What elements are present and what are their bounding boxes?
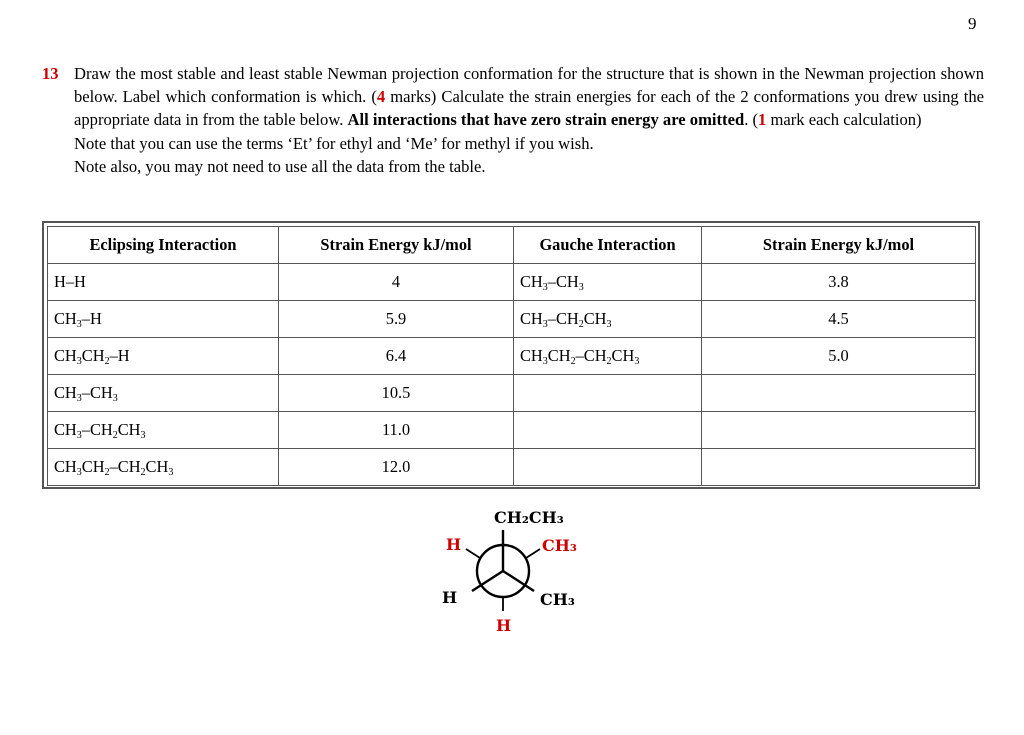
eclipse-energy-cell: 12.0 <box>279 449 514 486</box>
gauche-interaction-cell: $CH_3-CH_2CH_3$ <box>514 301 702 338</box>
eclipse-interaction-cell: H–H <box>48 264 279 301</box>
gauche-interaction-cell: $CH_3CH_2-CH_2CH_3$ <box>514 338 702 375</box>
eclipse-interaction-cell: $CH_3-H$ <box>48 301 279 338</box>
eclipse-energy-cell: 5.9 <box>279 301 514 338</box>
back-top-left-label: H <box>446 535 462 554</box>
eclipse-interaction-cell: $CH_3CH_2-CH_2CH_3$ <box>48 449 279 486</box>
header-gauche-strain-energy: Strain Energy kJ/mol <box>702 227 976 264</box>
table-header-row <box>48 227 976 264</box>
note-abbreviations: Note that you can use the terms ‘Et’ for ethyl and ‘Me’ for methyl if you wish. <box>74 133 594 153</box>
question-text <box>74 62 984 178</box>
total-marks: 4 <box>376 87 386 107</box>
eclipse-energy-cell: 11.0 <box>279 412 514 449</box>
table-row <box>48 338 976 375</box>
eclipse-interaction-cell: $CH_3-CH_2CH_3$ <box>48 412 279 449</box>
gauche-energy-cell: 5.0 <box>702 338 976 375</box>
eclipse-energy-cell: 10.5 <box>279 375 514 412</box>
note-table-data: Note also, you may not need to use all the data from the table. <box>74 156 486 176</box>
gauche-interaction-cell <box>514 412 702 449</box>
front-bottom-left-label: H <box>442 588 458 607</box>
strain-energy-table <box>47 226 976 486</box>
back-bond-top-right <box>526 549 540 558</box>
header-gauche-interaction: Gauche Interaction <box>514 227 702 264</box>
gauche-energy-cell <box>702 375 976 412</box>
question-text-part-1: Draw the most stable and least stable Newman projection conformation for the structure that is shown in the Newman projection shown below. Label which conformation is which. ( <box>74 64 984 107</box>
front-top-label: CH₂CH₃ <box>494 508 564 527</box>
gauche-interaction-cell <box>514 449 702 486</box>
gauche-energy-cell: 4.5 <box>702 301 976 338</box>
question-13 <box>42 62 984 178</box>
question-number: 13 <box>42 64 59 83</box>
strain-energy-table-frame <box>42 221 980 489</box>
table-row <box>48 449 976 486</box>
question-paragraph <box>74 62 984 132</box>
page-number: 9 <box>968 14 977 33</box>
gauche-interaction-cell <box>514 375 702 412</box>
table-row <box>48 264 976 301</box>
newman-projection-drawing <box>436 503 596 643</box>
table-row <box>48 375 976 412</box>
table-row <box>48 301 976 338</box>
gauche-energy-cell <box>702 412 976 449</box>
table-row <box>48 412 976 449</box>
header-eclipsing-strain-energy: Strain Energy kJ/mol <box>279 227 514 264</box>
gauche-energy-cell <box>702 449 976 486</box>
zero-strain-note: All interactions that have zero strain energy are omitted <box>347 110 745 130</box>
marks-per-calculation: 1 <box>758 110 767 130</box>
back-bond-top-left <box>466 549 480 558</box>
question-text-part-2: marks) Calculate the strain energies for each of the 2 conformations you drew using the appropriate data in from the table below. <box>74 87 984 130</box>
back-top-right-label: CH₃ <box>542 536 577 555</box>
newman-projection <box>436 503 596 643</box>
eclipse-energy-cell: 4 <box>279 264 514 301</box>
eclipse-interaction-cell: $CH_3-CH_3$ <box>48 375 279 412</box>
front-bottom-right-label: CH₃ <box>540 590 575 609</box>
question-text-part-4: mark each calculation) <box>766 110 922 130</box>
eclipse-energy-cell: 6.4 <box>279 338 514 375</box>
eclipse-interaction-cell: $CH_3CH_2-H$ <box>48 338 279 375</box>
gauche-energy-cell: 3.8 <box>702 264 976 301</box>
gauche-interaction-cell: $CH_3-CH_3$ <box>514 264 702 301</box>
question-text-part-3: . ( <box>744 110 759 130</box>
back-bottom-label: H <box>496 616 512 635</box>
header-eclipsing-interaction: Eclipsing Interaction <box>48 227 279 264</box>
